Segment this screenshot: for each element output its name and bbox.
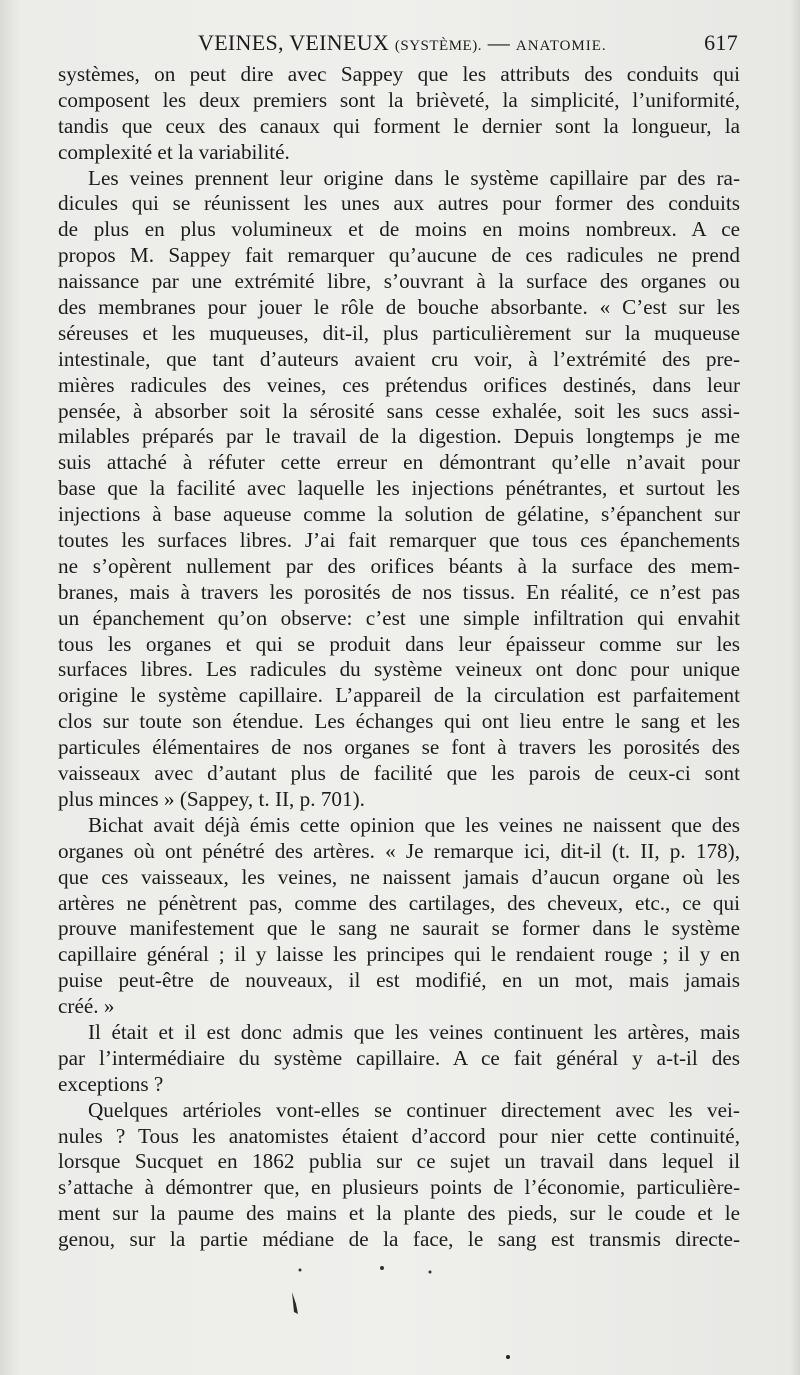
text-line: ne s’opèrent nullement par des orifices béants à la surface des mem- — [58, 553, 740, 578]
text-line: ment sur la paume des mains et la plante des pieds, sur le coude et le — [58, 1201, 740, 1226]
text-line: Il était et il est donc admis que les veines continuent les artères, mais — [88, 1019, 740, 1044]
text-line: genou, sur la partie médiane de la face, le sang est transmis directe- — [58, 1227, 740, 1252]
text-line: par l’intermédiaire du système capillaire. A ce fait général y a-t-il des — [58, 1045, 740, 1070]
text-line: injections à base aqueuse comme la solution de gélatine, s’épanchent sur — [58, 502, 740, 527]
text-line: milables préparés par le travail de la digestion. Depuis longtemps je me — [58, 424, 740, 449]
text-line: Les veines prennent leur origine dans le système capillaire par des ra- — [88, 165, 740, 190]
text-line: particules élémentaires de nos organes se font à travers les porosités des — [58, 735, 740, 760]
text-line: base que la facilité avec laquelle les injections pénétrantes, et surtout les — [58, 476, 740, 501]
text-line: que ces vaisseaux, les veines, ne naissent jamais d’aucun organe où les — [58, 864, 740, 889]
text-line: artères ne pénètrent pas, comme des cartilages, des cheveux, etc., ce qui — [58, 890, 740, 915]
text-line: nules ? Tous les anatomistes étaient d’accord pour nier cette continuité, — [58, 1123, 740, 1148]
text-line: clos sur toute son étendue. Les échanges qui ont lieu entre le sang et les — [58, 709, 740, 734]
text-line: complexité et la variabilité. — [58, 139, 290, 164]
running-title — [198, 30, 607, 56]
text-line: s’attache à démontrer que, en plusieurs points de l’économie, particulière- — [58, 1175, 740, 1200]
text-line: séreuses et les muqueuses, dit-il, plus particulièrement sur la muqueuse — [58, 320, 740, 345]
text-line: mières radicules des veines, ces prétendus orifices destinés, dans leur — [58, 372, 740, 397]
text-line: surfaces libres. Les radicules du système veineux ont donc pour unique — [58, 657, 740, 682]
running-title-separator: — — [481, 30, 516, 55]
text-line: tous les organes et qui se produit dans leur épaisseur comme sur les — [58, 631, 740, 656]
text-line: systèmes, on peut dire avec Sappey que les attributs des conduits qui — [58, 62, 740, 86]
running-head — [198, 30, 738, 60]
text-line: puise peut-être de nouveaux, il est modifié, en un mot, mais jamais — [58, 968, 740, 993]
text-line: tandis que ceux des canaux qui forment le dernier sont la longueur, la — [58, 113, 740, 138]
page-number: 617 — [704, 30, 738, 55]
text-line: pensée, à absorber soit la sérosité sans cesse exhalée, soit les sucs assi- — [58, 398, 740, 423]
text-line: prouve manifestement que le sang ne saurait se former dans le système — [58, 916, 740, 941]
text-line: de plus en plus volumineux et de moins en moins nombreux. A ce — [58, 217, 740, 242]
body-text — [58, 62, 740, 1253]
text-line: organes où ont pénétré des artères. « Je remarque ici, dit-il (t. II, p. 178), — [58, 838, 740, 863]
text-line: capillaire général ; il y laisse les principes qui le rendaient rouge ; il y en — [58, 942, 740, 967]
text-line: lorsque Sucquet en 1862 publia sur ce sujet un travail dans lequel il — [58, 1149, 740, 1174]
text-line: toutes les surfaces libres. J’ai fait remarquer que tous ces épanchements — [58, 528, 740, 553]
text-line: plus minces » (Sappey, t. II, p. 701). — [58, 786, 365, 811]
text-line: exceptions ? — [58, 1071, 164, 1096]
text-line: origine le système capillaire. L’appareil de la circulation est parfaitement — [58, 683, 740, 708]
running-title-system: (SYSTÈME). — [394, 38, 482, 54]
text-line: composent les deux premiers sont la brièveté, la simplicité, l’uniformité, — [58, 87, 740, 112]
text-line: vaisseaux avec d’autant plus de facilité que les parois de ceux-ci sont — [58, 761, 740, 786]
running-title-main: VEINES, VEINEUX — [198, 30, 395, 55]
text-line: naissance par une extrémité libre, s’ouvrant à la surface des organes ou — [58, 269, 740, 294]
text-line: propos M. Sappey fait remarquer qu’aucune de ces radicules ne prend — [58, 243, 740, 268]
running-title-section: ANATOMIE. — [515, 38, 607, 54]
text-line: Bichat avait déjà émis cette opinion que les veines ne naissent que des — [88, 812, 740, 837]
text-line: dicules qui se réunissent les unes aux autres pour former des conduits — [58, 191, 740, 216]
text-line: branes, mais à travers les porosités de nos tissus. En réalité, ce n’est pas — [58, 579, 740, 604]
text-line: créé. » — [58, 994, 115, 1019]
text-line: suis attaché à réfuter cette erreur en démontrant qu’elle n’avait pour — [58, 450, 740, 475]
text-line: un épanchement qu’on observe: c’est une simple infiltration qui envahit — [58, 605, 740, 630]
text-line: des membranes pour jouer le rôle de bouche absorbante. « C’est sur les — [58, 295, 740, 320]
print-specks — [270, 1262, 530, 1362]
text-line: intestinale, que tant d’auteurs avaient cru voir, à l’extrémité des pre- — [58, 346, 740, 371]
text-line: Quelques artérioles vont-elles se continuer directement avec les vei- — [88, 1097, 740, 1122]
